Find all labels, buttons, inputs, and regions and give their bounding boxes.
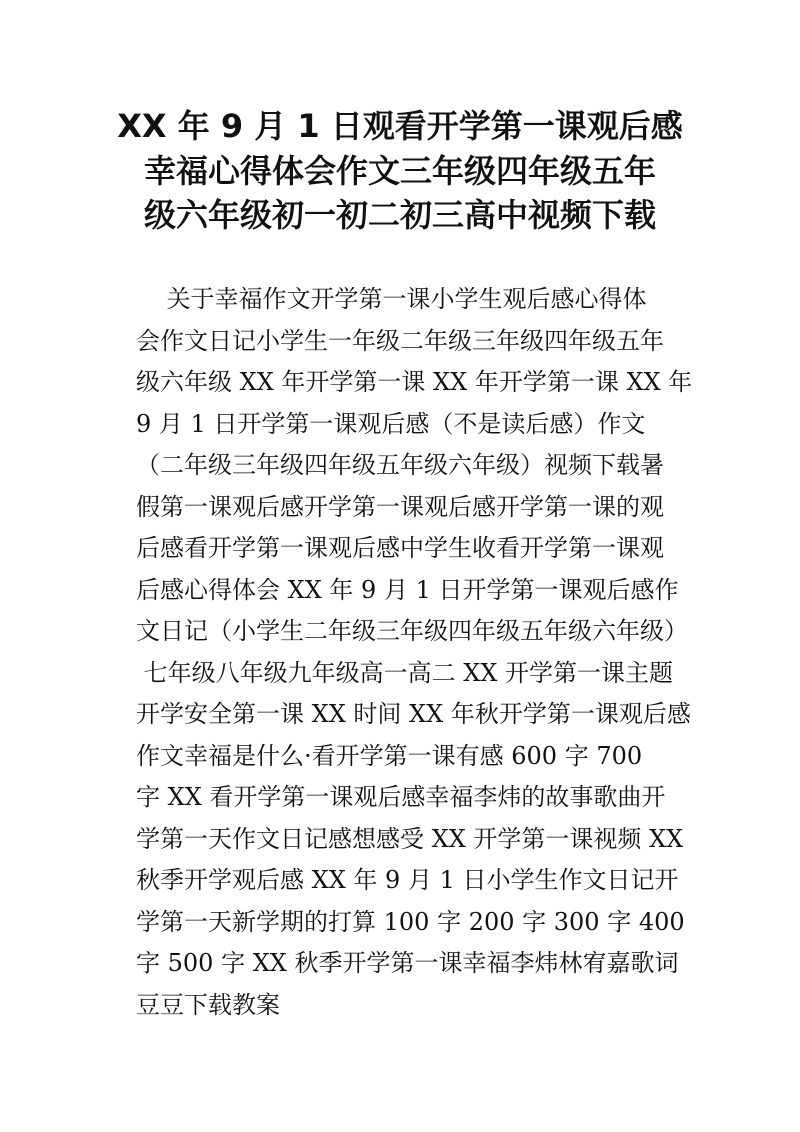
paragraph-line: 后感心得体会 XX 年 9 月 1 日开学第一课观后感作 [136, 575, 679, 604]
title-line: 级六年级初一初二初三高中视频下载 [143, 196, 656, 234]
paragraph-line: 关于幸福作文开学第一课小学生观后感心得体 [136, 285, 647, 313]
paragraph-line: 七年级八年级九年级高一高二 XX 开学第一课主题 [136, 658, 674, 687]
title-line: 幸福心得体会作文三年级四年级五年 [143, 151, 656, 190]
paragraph-line: 字 XX 看开学第一课观后感幸福李炜的故事歌曲开 [136, 783, 666, 811]
paragraph-line: 豆豆下载教案 [136, 990, 280, 1019]
paragraph-line: 学第一天作文日记感想感受 XX 开学第一课视频 XX [136, 824, 684, 853]
paragraph-line: 开学安全第一课 XX 时间 XX 年秋开学第一课观后感 [136, 700, 691, 728]
paragraph-line: 9 月 1 日开学第一课观后感（不是读后感）作文 [136, 409, 646, 438]
paragraph-line: 会作文日记小学生一年级二年级三年级四年级五年 [136, 326, 664, 355]
paragraph-line: 学第一天新学期的打算 100 字 200 字 300 字 400 [136, 907, 685, 936]
paragraph-line: 字 500 字 XX 秋季开学第一课幸福李炜林宥嘉歌词 [136, 949, 679, 977]
paragraph-line: 级六年级 XX 年开学第一课 XX 年开学第一课 XX 年 [136, 368, 693, 396]
document-title [0, 104, 800, 238]
paragraph-line: （二年级三年级四年级五年级六年级）视频下载暑 [136, 451, 664, 479]
title-line: XX 年 9 月 1 日观看开学第一课观后感 [117, 107, 683, 145]
paragraph-line: 文日记（小学生二年级三年级四年级五年级六年级） [136, 617, 688, 645]
paragraph-line: 作文幸福是什么·看开学第一课有感 600 字 700 [136, 741, 643, 770]
paragraph-line: 秋季开学观后感 XX 年 9 月 1 日小学生作文日记开 [136, 866, 679, 894]
document-body [136, 279, 696, 1026]
paragraph-line: 假第一课观后感开学第一课观后感开学第一课的观 [136, 492, 664, 521]
paragraph-line: 后感看开学第一课观后感中学生收看开学第一课观 [136, 534, 664, 562]
